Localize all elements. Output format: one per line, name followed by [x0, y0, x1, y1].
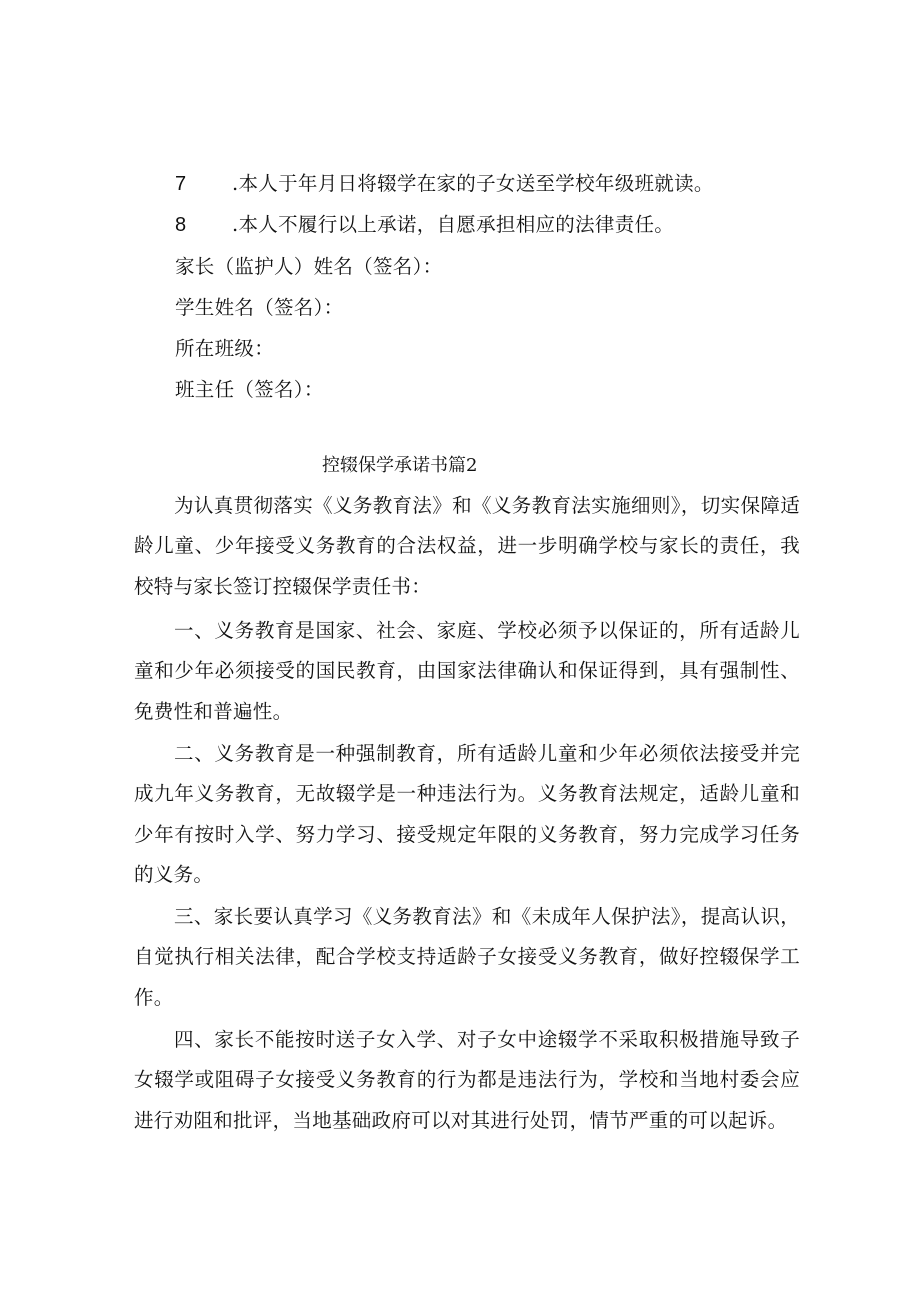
clause-paragraph-1: 一、义务教育是国家、社会、家庭、学校必须予以保证的，所有适龄儿童和少年必须接受的国民教育，由国家法律确认和保证得到，具有强制性、免费性和普遍性。 — [134, 619, 800, 723]
commitment-item-7 — [175, 172, 714, 196]
item-text: .本人于年月日将辍学在家的子女送至学校年级班就读。 — [232, 172, 714, 195]
clause-paragraph-3: 三、家长要认真学习《义务教育法》和《未成年人保护法》，提高认识，自觉执行相关法律，配合学校支持适龄子女接受义务教育，做好控辍保学工作。 — [134, 905, 800, 1009]
section-title: 控辍保学承诺书篇2 — [322, 455, 478, 476]
clause-paragraph-4: 四、家长不能按时送子女入学、对子女中途辍学不采取积极措施导致子女辍学或阻碍子女接受义务教育的行为都是违法行为，学校和当地村委会应进行劝阻和批评，当地基础政府可以对其进行处罚，情节严重的可以起诉。 — [134, 1028, 800, 1132]
parent-signature-line: 家长（监护人）姓名（签名）： — [175, 255, 443, 278]
item-number: 7 — [175, 173, 187, 195]
teacher-signature-line: 班主任（签名）： — [175, 378, 324, 401]
item-text: .本人不履行以上承诺，自愿承担相应的法律责任。 — [232, 213, 675, 236]
student-signature-line: 学生姓名（签名）： — [175, 296, 344, 319]
commitment-item-8 — [175, 213, 674, 237]
clause-paragraph-2: 二、义务教育是一种强制教育，所有适龄儿童和少年必须依法接受并完成九年义务教育，无故辍学是一种违法行为。义务教育法规定，适龄儿童和少年有按时入学、努力学习、接受规定年限的义务教育，努力完成学习任务的义务。 — [134, 742, 800, 887]
class-line: 所在班级： — [175, 337, 275, 360]
item-number: 8 — [175, 214, 187, 236]
intro-paragraph: 为认真贯彻落实《义务教育法》和《义务教育法实施细则》，切实保障适龄儿童、少年接受义务教育的合法权益，进一步明确学校与家长的责任，我校特与家长签订控辍保学责任书： — [134, 494, 800, 598]
